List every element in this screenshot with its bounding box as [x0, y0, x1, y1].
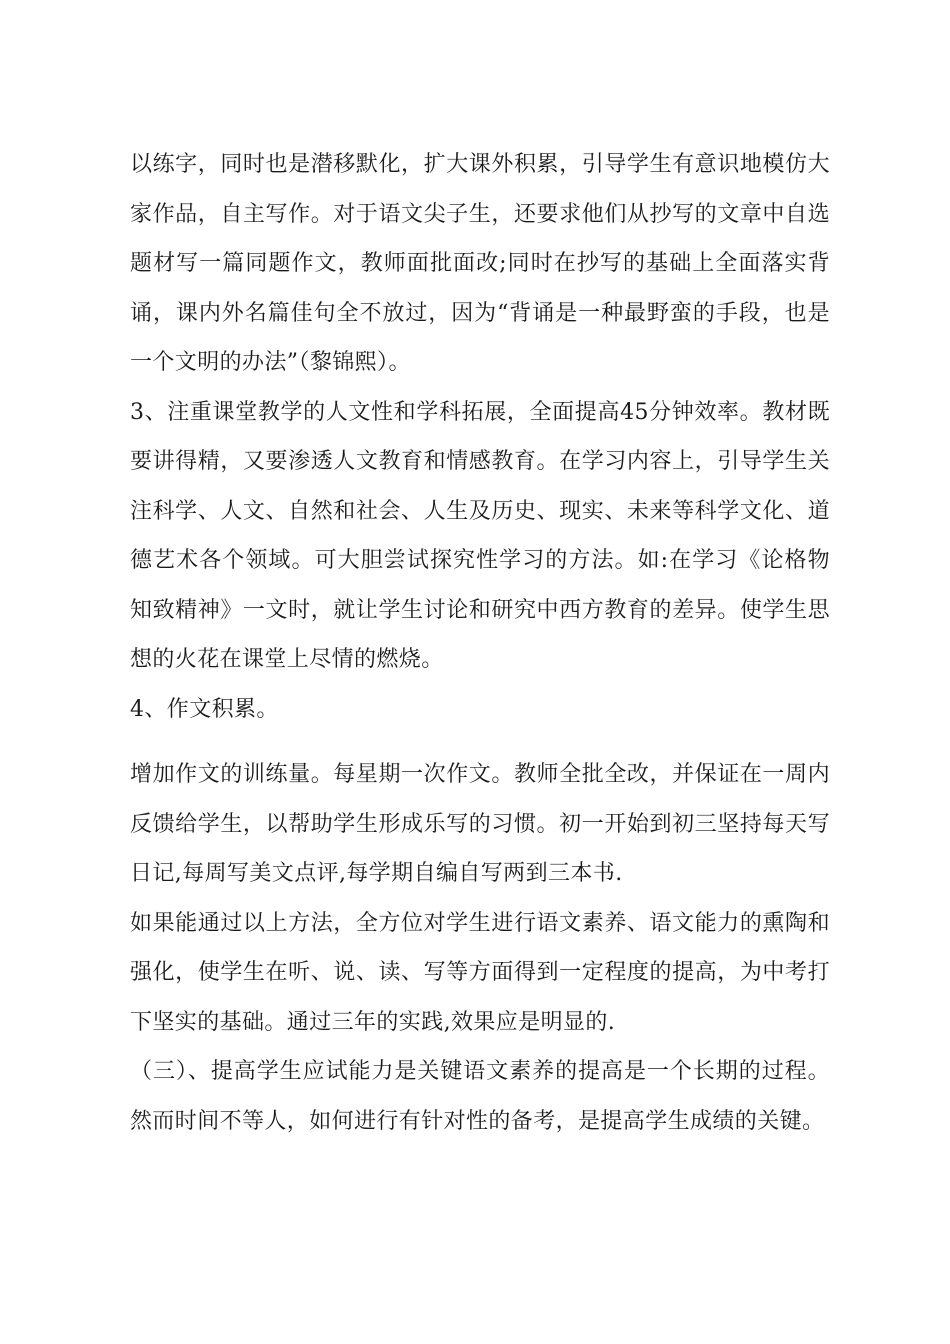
paragraph-2: 3、注重课堂教学的人文性和学科拓展，全面提高45分钟效率。教材既要讲得精，又要渗透人文教育和情感教育。在学习内容上，引导学生关注科学、人文、自然和社会、人生及历史、现实、未来等科学文化、道德艺术各个领域。可大胆尝试探究性学习的方法。如:在学习《论格物知致精神》一文时，就让学生讨论和研究中西方教育的差异。使学生思想的火花在课堂上尽情的燃烧。: [130, 399, 830, 672]
paragraph-1: 以练字，同时也是潜移默化，扩大课外积累，引导学生有意识地模仿大家作品，自主写作。对于语文尖子生，还要求他们从抄写的文章中自选题材写一篇同题作文，教师面批面改;同时在抄写的基础上全面落实背诵，课内外名篇佳句全不放过，因为“背诵是一种最野蛮的手段，也是一个文明的办法”（黎锦熙）。: [130, 152, 830, 375]
paragraph-3: 4、作文积累。: [130, 696, 279, 722]
paragraph-4: 增加作文的训练量。每星期一次作文。教师全批全改，并保证在一周内反馈给学生，以帮助学生形成乐写的习惯。初一开始到初三坚持每天写日记,每周写美文点评,每学期自编自写两到三本书.: [130, 762, 830, 886]
paragraph-5: 如果能通过以上方法，全方位对学生进行语文素养、语文能力的熏陶和强化，使学生在听、说、读、写等方面得到一定程度的提高，为中考打下坚实的基础。通过三年的实践,效果应是明显的.: [130, 910, 830, 1035]
paragraph-6: （三）、提高学生应试能力是关键语文素养的提高是一个长期的过程。然而时间不等人，如何进行有针对性的备考，是提高学生成绩的关键。: [130, 1059, 830, 1134]
document-body: [130, 140, 830, 1146]
